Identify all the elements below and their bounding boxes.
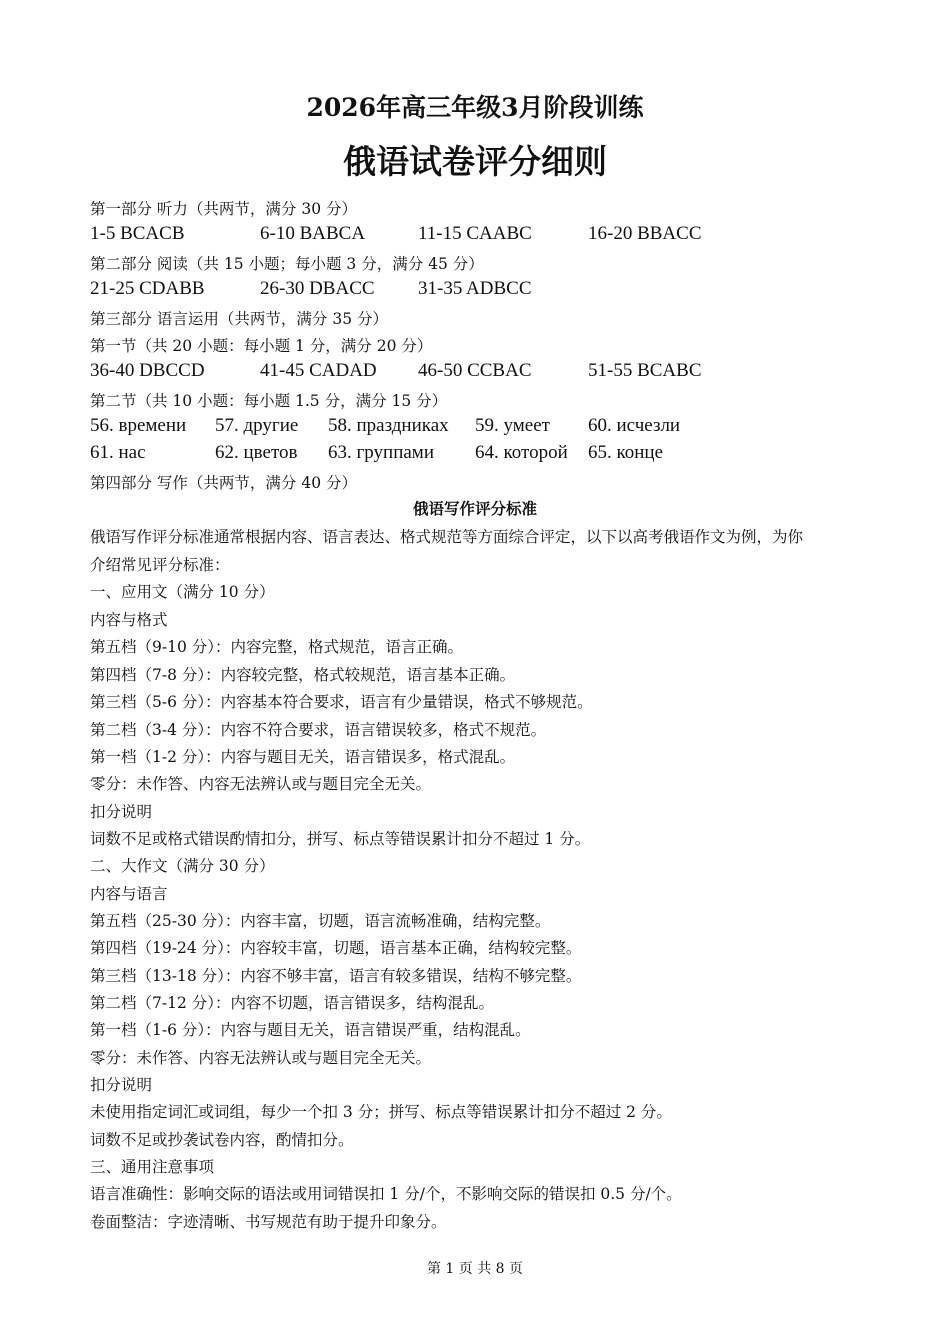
rubric-line: 词数不足或格式错误酌情扣分，拼写、标点等错误累计扣分不超过 1 分。: [90, 830, 591, 848]
answer-group: 16-20 BBACC: [588, 223, 702, 244]
rubric-line: 第三档（5-6 分）：内容基本符合要求，语言有少量错误，格式不够规范。: [90, 693, 593, 711]
rubric-line: 三、通用注意事项: [90, 1158, 215, 1176]
part3-heading: 第三部分 语言运用（共两节，满分 35 分）: [90, 310, 389, 328]
rubric-line: 第二档（3-4 分）：内容不符合要求，语言错误较多，格式不规范。: [90, 721, 547, 739]
word-answer: 57. другие: [215, 415, 299, 436]
word-answer: 58. праздниках: [328, 415, 449, 436]
rubric-line: 第三档（13-18 分）：内容不够丰富，语言有较多错误，结构不够完整。: [90, 967, 582, 985]
rubric-line: 扣分说明: [90, 803, 153, 821]
answer-group: 36-40 DBCCD: [90, 360, 205, 381]
rubric-line: 第一档（1-2 分）：内容与题目无关，语言错误多，格式混乱。: [90, 748, 516, 766]
intro-text: 介绍常见评分标准：: [90, 556, 230, 574]
word-answer: 62. цветов: [215, 442, 298, 463]
intro-text: 俄语写作评分标准通常根据内容、语言表达、格式规范等方面综合评定，以下以高考俄语作文为例，为你: [90, 528, 804, 546]
part3-section2-heading: 第二节（共 10 小题：每小题 1.5 分，满分 15 分）: [90, 392, 448, 410]
document-title: 2026年高三年级3月阶段训练: [306, 93, 644, 122]
part4-heading: 第四部分 写作（共两节，满分 40 分）: [90, 474, 358, 492]
word-answer: 59. умеет: [475, 415, 550, 436]
answer-group: 1-5 BCACB: [90, 223, 185, 244]
rubric-line: 词数不足或抄袭试卷内容，酌情扣分。: [90, 1131, 354, 1149]
word-answer: 64. которой: [475, 442, 568, 463]
rubric-line: 第四档（7-8 分）：内容较完整，格式较规范，语言基本正确。: [90, 666, 516, 684]
rubric-line: 第二档（7-12 分）：内容不切题，语言错误多，结构混乱。: [90, 994, 495, 1012]
page-footer: 第 1 页 共 8 页: [426, 1261, 524, 1277]
answer-group: 11-15 CAABC: [418, 223, 532, 244]
writing-standard-title: 俄语写作评分标准: [412, 499, 537, 518]
part2-heading: 第二部分 阅读（共 15 小题；每小题 3 分，满分 45 分）: [90, 255, 484, 273]
document-subtitle: 俄语试卷评分细则: [343, 142, 607, 181]
answer-group: 26-30 DBACC: [260, 278, 375, 299]
rubric-line: 一、应用文（满分 10 分）: [90, 583, 275, 601]
answer-group: 51-55 BCABC: [588, 360, 702, 381]
rubric-line: 第一档（1-6 分）：内容与题目无关，语言错误严重，结构混乱。: [90, 1021, 531, 1039]
word-answer: 56. времени: [90, 415, 187, 436]
rubric-line: 内容与格式: [90, 611, 168, 629]
answer-group: 31-35 ADBCC: [418, 278, 532, 299]
word-answer: 61. нас: [90, 442, 146, 463]
answer-group: 6-10 BABCA: [260, 223, 366, 244]
word-answer: 65. конце: [588, 442, 664, 463]
part1-heading: 第一部分 听力（共两节，满分 30 分）: [90, 200, 358, 218]
rubric-line: 第五档（9-10 分）：内容完整，格式规范，语言正确。: [90, 638, 464, 656]
rubric-line: 卷面整洁：字迹清晰、书写规范有助于提升印象分。: [90, 1213, 447, 1231]
rubric-line: 第五档（25-30 分）：内容丰富，切题，语言流畅准确，结构完整。: [90, 912, 551, 930]
word-answer: 60. исчезли: [588, 415, 681, 436]
answer-group: 46-50 CCBAC: [418, 360, 532, 381]
rubric-line: 零分：未作答、内容无法辨认或与题目完全无关。: [90, 1049, 432, 1067]
answer-group: 41-45 CADAD: [260, 360, 377, 381]
rubric-line: 内容与语言: [90, 885, 168, 903]
rubric-line: 未使用指定词汇或词组，每少一个扣 3 分；拼写、标点等错误累计扣分不超过 2 分。: [90, 1103, 672, 1121]
rubric-line: 第四档（19-24 分）：内容较丰富，切题，语言基本正确，结构较完整。: [90, 939, 582, 957]
rubric-line: 扣分说明: [90, 1076, 153, 1094]
answer-group: 21-25 CDABB: [90, 278, 205, 299]
rubric-line: 零分：未作答、内容无法辨认或与题目完全无关。: [90, 775, 432, 793]
rubric-line: 二、大作文（满分 30 分）: [90, 857, 275, 875]
rubric-line: 语言准确性：影响交际的语法或用词错误扣 1 分/个，不影响交际的错误扣 0.5 分/个。: [90, 1185, 682, 1203]
word-answer: 63. группами: [328, 442, 435, 463]
part3-section1-heading: 第一节（共 20 小题：每小题 1 分，满分 20 分）: [90, 337, 433, 355]
